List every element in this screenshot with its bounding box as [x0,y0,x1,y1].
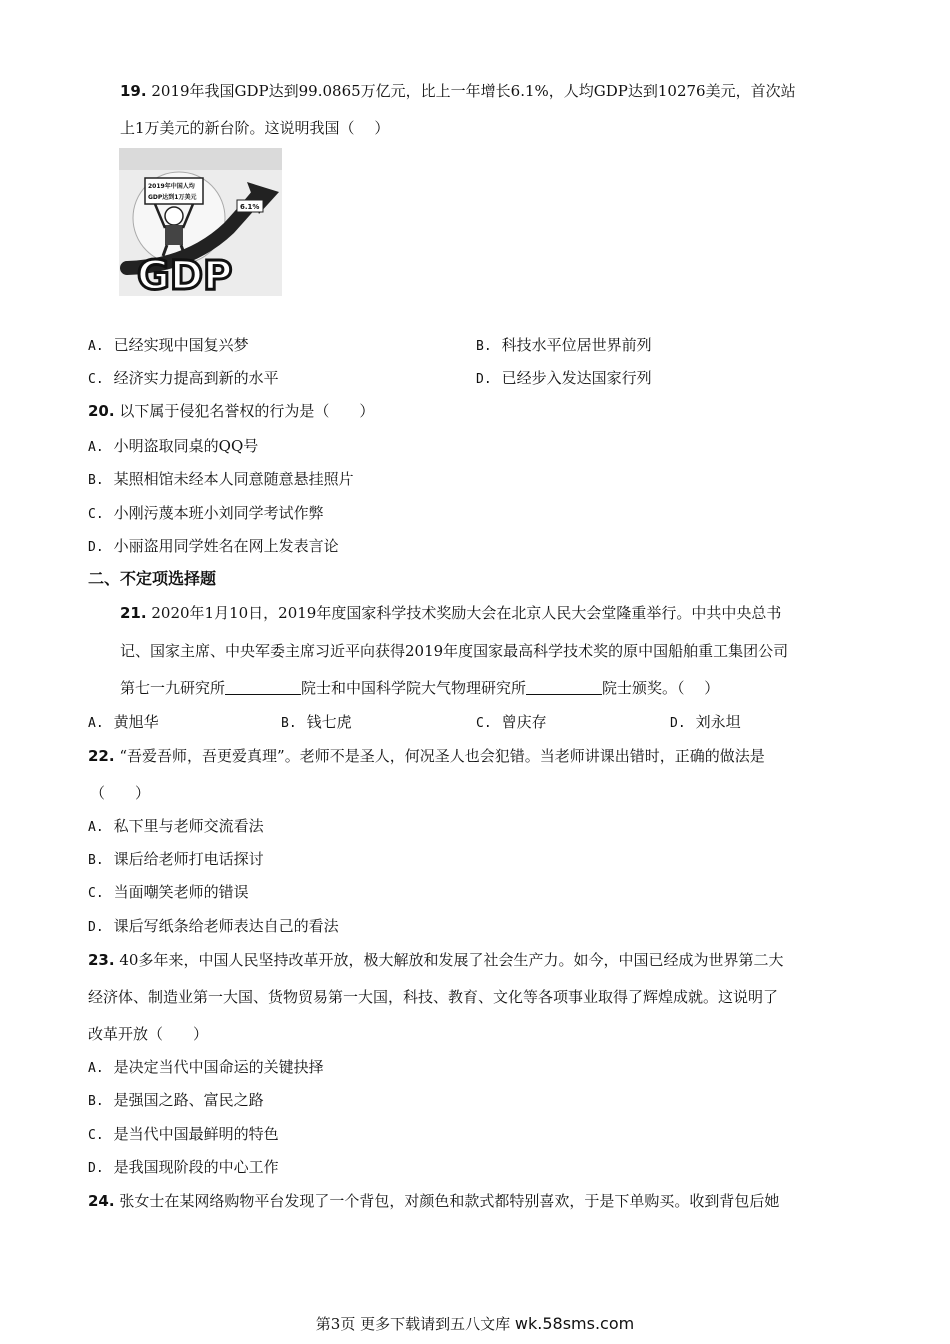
q23-option-a: A. 是决定当代中国命运的关键抉择 [88,1058,324,1076]
q22-line1: 22. “吾爱吾师，吾更爱真理”。老师不是圣人，何况圣人也会犯错。当老师讲课出错时，正确的做法是 [88,747,765,765]
q19-line1 [120,81,796,101]
q19-text-line2: 上1万美元的新台阶。这说明我国（ ） [120,119,390,137]
q24-line1: 24. 张女士在某网络购物平台发现了一个背包，对颜色和款式都特别喜欢，于是下单购买。收到背包后她 [88,1192,780,1210]
q22-line2: （ ） [90,784,151,802]
q21-option-c: C. 曾庆存 [476,713,547,731]
q23-option-d: D. 是我国现阶段的中心工作 [88,1158,279,1176]
q21-line2: 记、国家主席、中央军委主席习近平向获得2019年度国家最高科学技术奖的原中国船舶重工集团公司 [120,642,789,660]
q20-option-c: C. 小刚污蔑本班小刘同学考试作弊 [88,504,324,522]
fill-blank [225,680,301,695]
gdp-big-text: GDP [137,253,233,296]
q20-number: 20. [88,402,115,420]
footer-page-text: 第3页 更多下载请到五八文库 [315,1315,511,1333]
q23-option-c: C. 是当代中国最鲜明的特色 [88,1125,279,1143]
q24-number: 24. [88,1192,115,1210]
fill-blank [526,680,602,695]
q22-number: 22. [88,747,115,765]
q21-option-b: B. 钱七虎 [281,713,352,731]
gdp-sign-line2: GDP达到1万美元 [148,194,197,201]
q20-option-a: A. 小明盗取同桌的QQ号 [88,437,259,455]
q22-option-d: D. 课后写纸条给老师表达自己的看法 [88,917,339,935]
q21-line3: 第七一九研究所 院士和中国科学院大气物理研究所 院士颁奖。（ ） [120,679,720,697]
q20-option-b: B. 某照相馆未经本人同意随意悬挂照片 [88,470,354,488]
q21-number: 21. [120,604,147,622]
gdp-cartoon-image [119,148,282,296]
q23-number: 23. [88,951,115,969]
section-title: 二、不定项选择题 [88,569,217,588]
q23-line3: 改革开放（ ） [88,1025,209,1043]
page-footer [0,1313,950,1334]
footer-url[interactable]: wk.58sms.com [514,1314,635,1333]
q21-option-a: A. 黄旭华 [88,713,159,731]
q19-option-b: B. 科技水平位居世界前列 [476,336,652,354]
q22-option-c: C. 当面嘲笑老师的错误 [88,883,249,901]
q21-option-d: D. 刘永坦 [670,713,741,731]
q20-option-d: D. 小丽盗用同学姓名在网上发表言论 [88,537,339,555]
q21-line1: 21. 2020年1月10日，2019年度国家科学技术奖励大会在北京人民大会堂隆重举行。中共中央总书 [120,604,782,622]
q19-text-line1: 2019年我国GDP达到99.0865万亿元，比上一年增长6.1%，人均GDP达到10276美元，首次站 [151,82,796,100]
q19-option-c: C. 经济实力提高到新的水平 [88,369,279,387]
q19-option-d: D. 已经步入发达国家行列 [476,369,652,387]
q22-option-a: A. 私下里与老师交流看法 [88,817,264,835]
q23-line2: 经济体、制造业第一大国、货物贸易第一大国，科技、教育、文化等各项事业取得了辉煌成就。这说明了 [88,988,779,1006]
q23-option-b: B. 是强国之路、富民之路 [88,1091,264,1109]
gdp-arrow-label: 6.1% [240,203,260,211]
q20-stem: 20. 以下属于侵犯名誉权的行为是（ ） [88,402,375,420]
q19-option-a: A. 已经实现中国复兴梦 [88,336,249,354]
gdp-sign-line1: 2019年中国人均 [148,183,195,190]
q19-number: 19. [120,82,147,100]
q23-line1: 23. 40多年来，中国人民坚持改革开放，极大解放和发展了社会生产力。如今，中国已经成为世界第二大 [88,951,784,969]
q22-option-b: B. 课后给老师打电话探讨 [88,850,264,868]
